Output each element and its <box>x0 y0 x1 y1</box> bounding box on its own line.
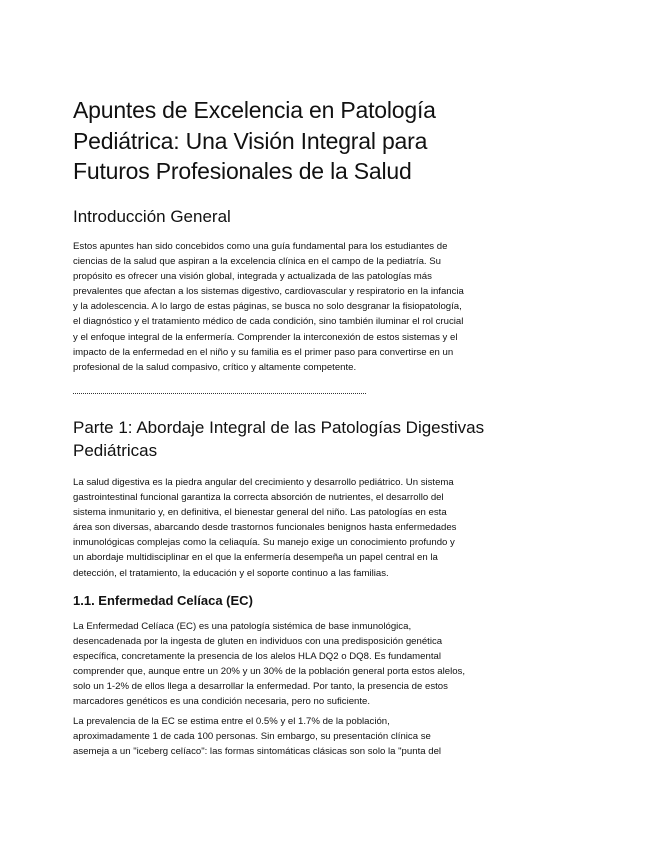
text-line: La Enfermedad Celíaca (EC) es una patología sistémica de base inmunológica, <box>73 621 412 632</box>
text-line: propósito es ofrecer una visión global, integrada y actualizada de las patologías más <box>73 271 432 283</box>
text-line: sistema inmunitario y, en definitiva, el bienestar general del niño. Las patologías en esta <box>73 507 447 519</box>
text-line: La prevalencia de la EC se estima entre el 0.5% y el 1.7% de la población, <box>73 716 390 727</box>
text-line: ciencias de la salud que aspiran a la excelencia clínica en el campo de la pediatría. Su <box>73 256 441 268</box>
text-line: La salud digestiva es la piedra angular del crecimiento y desarrollo pediátrico. Un sistema <box>73 477 454 488</box>
text-line: desencadenada por la ingesta de gluten en individuos con una predisposición genética <box>73 636 443 648</box>
text-line: el diagnóstico y el tratamiento médico de cada condición, sino también iluminar el rol crucial <box>73 316 464 328</box>
intro-paragraph <box>73 239 464 375</box>
text-line: impacto de la enfermedad en el niño y su familia es el primer paso para convertirse en un <box>73 346 454 358</box>
text-line: Estos apuntes han sido concebidos como una guía fundamental para los estudiantes de <box>73 241 448 252</box>
celiac-paragraph-1 <box>73 619 465 710</box>
text-line: área son diversas, abarcando desde trastornos funcionales benignos hasta enfermedades <box>73 522 457 534</box>
text-line: y la adolescencia. A lo largo de estas páginas, se busca no solo desgranar la fisiopatología, <box>73 301 462 313</box>
title-line: Futuros Profesionales de la Salud <box>73 158 412 184</box>
text-line: solo un 1-2% de ellos llega a desarrollar la enfermedad. Por tanto, la presencia de estos <box>73 681 448 693</box>
heading-line: Parte 1: Abordaje Integral de las Patologías Digestivas <box>73 418 485 437</box>
document-title <box>73 95 436 187</box>
text-line: detección, el tratamiento, la educación y el soporte continuo a las familias. <box>73 567 389 579</box>
part1-heading <box>73 416 484 462</box>
section-divider <box>73 393 366 394</box>
text-line: gastrointestinal funcional garantiza la correcta absorción de nutrientes, el desarrollo del <box>73 492 444 504</box>
text-line: prevalentes que afectan a los sistemas digestivo, cardiovascular y respiratorio en la infancia <box>73 286 464 298</box>
text-line: asemeja a un "iceberg celíaco": las formas sintomáticas clásicas son solo la "punta del <box>73 746 442 758</box>
intro-heading: Introducción General <box>73 207 231 226</box>
text-line: aproximadamente 1 de cada 100 personas. Sin embargo, su presentación clínica se <box>73 731 431 743</box>
text-line: específica, concretamente la presencia de los alelos HLA DQ2 o DQ8. Es fundamental <box>73 651 441 663</box>
title-line: Pediátrica: Una Visión Integral para <box>73 127 428 154</box>
text-line: inmunológicas complejas como la celiaquía. Su manejo exige un conocimiento profundo y <box>73 537 455 549</box>
title-line: Apuntes de Excelencia en Patología <box>73 97 436 123</box>
part1-paragraph <box>73 475 456 581</box>
celiac-paragraph-2 <box>73 714 441 759</box>
text-line: comprender que, aunque entre un 20% y un 30% de la población general porta estos alelos, <box>73 666 466 678</box>
text-line: profesional de la salud compasivo, crítico y altamente competente. <box>73 361 357 373</box>
text-line: un abordaje multidisciplinar en el que la enfermería desempeña un papel central en la <box>73 552 438 564</box>
heading-line: Pediátricas <box>73 441 158 460</box>
section-1-1-heading: 1.1. Enfermedad Celíaca (EC) <box>73 593 253 608</box>
text-line: marcadores genéticos es una condición necesaria, pero no suficiente. <box>73 696 371 708</box>
text-line: y el enfoque integral de la enfermería. Comprender la interconexión de estos sistemas y el <box>73 331 458 343</box>
